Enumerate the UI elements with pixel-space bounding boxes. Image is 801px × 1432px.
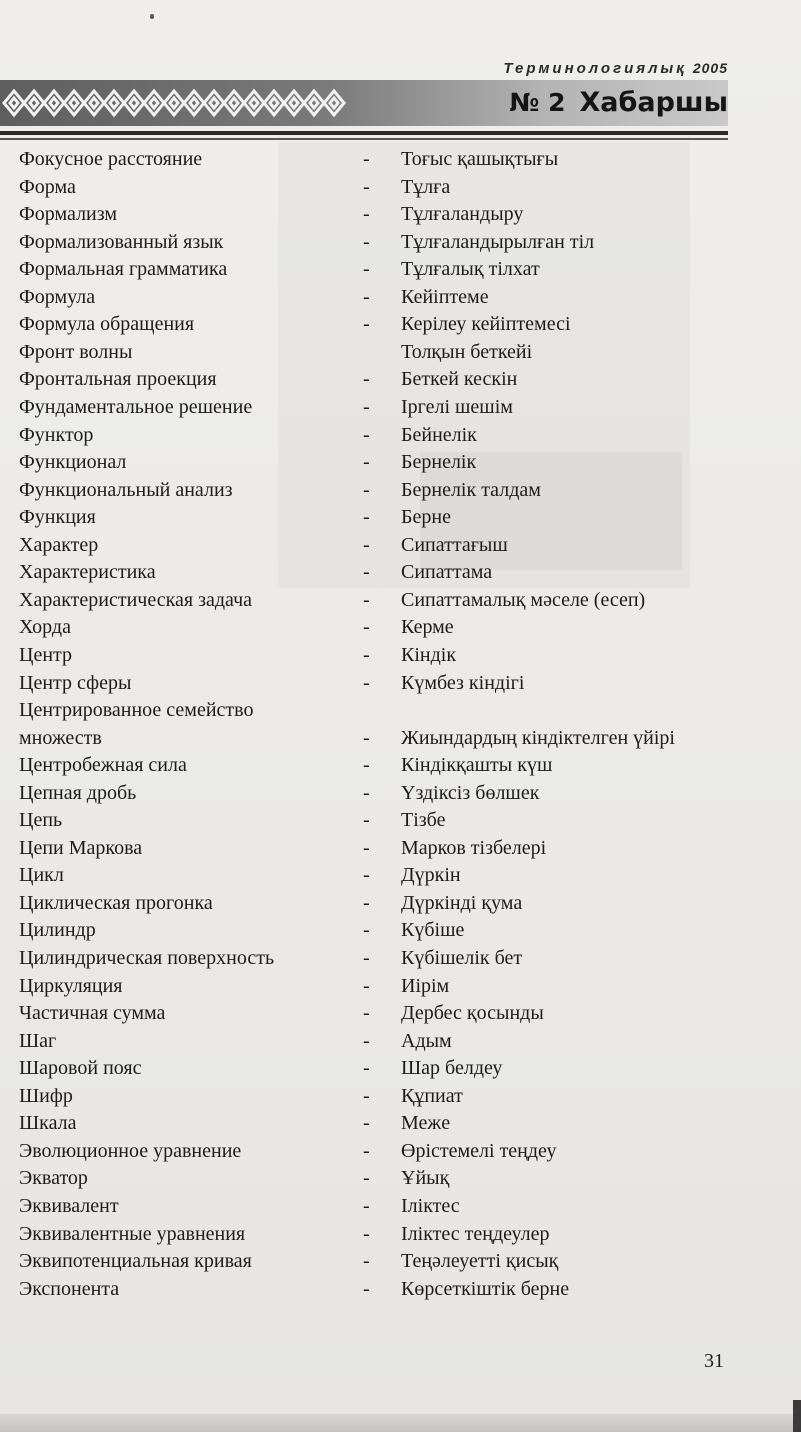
term-dash: - <box>363 1029 370 1052</box>
term-dash: - <box>363 1139 370 1162</box>
glossary-row <box>0 1110 760 1136</box>
term-dash: - <box>363 175 370 198</box>
term-dash: - <box>363 368 370 391</box>
header-rule-thick <box>0 131 728 135</box>
glossary-row <box>0 945 760 971</box>
term-dash: - <box>363 643 370 666</box>
russian-term: Шкала <box>19 1112 77 1135</box>
print-speck <box>150 14 154 19</box>
glossary-row <box>0 890 760 916</box>
kazakh-term: Дербес қосынды <box>401 1002 544 1025</box>
glossary-row <box>0 752 760 778</box>
russian-term: Центробежная сила <box>19 754 187 777</box>
glossary-row <box>0 1083 760 1109</box>
kazakh-term: Шар белдеу <box>401 1057 503 1080</box>
glossary-row <box>0 1000 760 1026</box>
russian-term: Формула <box>19 285 96 308</box>
term-dash: - <box>363 754 370 777</box>
russian-term: Цепь <box>19 809 63 832</box>
russian-term: Эквивалент <box>19 1194 119 1217</box>
kazakh-term: Адым <box>401 1029 452 1052</box>
header-rule-thin <box>0 138 728 140</box>
term-dash: - <box>363 1112 370 1135</box>
term-dash: - <box>363 396 370 418</box>
glossary-row <box>0 973 760 999</box>
term-dash: - <box>363 258 370 281</box>
russian-term: Функционал <box>19 451 127 474</box>
term-dash: - <box>363 506 370 529</box>
term-dash: - <box>363 423 370 446</box>
glossary-row <box>0 1138 760 1164</box>
russian-term: Форма <box>19 175 76 198</box>
kazakh-term: Межe <box>401 1112 451 1135</box>
glossary-row <box>0 339 760 365</box>
kazakh-term: Іргелі шешім <box>401 396 513 418</box>
kazakh-term: Тұлға <box>401 175 451 198</box>
journal-running-title <box>478 60 728 77</box>
issue-heading <box>470 80 728 126</box>
page-bottom-edge <box>0 1414 801 1432</box>
russian-term: Эволюционное уравнение <box>19 1139 242 1162</box>
kazakh-term: Иірім <box>401 974 450 997</box>
glossary-row <box>0 670 760 696</box>
glossary-row <box>0 559 760 585</box>
kazakh-term: Бернелік талдам <box>401 478 541 501</box>
term-dash: - <box>363 533 370 556</box>
kazakh-term: Сипаттама <box>401 561 493 584</box>
term-dash: - <box>363 1167 370 1190</box>
russian-term: множеств <box>19 726 102 749</box>
kazakh-term: Ұйық <box>401 1167 450 1190</box>
russian-term: Центрированное семейство <box>19 699 254 721</box>
glossary-row <box>0 311 760 337</box>
russian-term: Формализм <box>19 203 118 226</box>
kazakh-term: Дүркін <box>401 864 461 887</box>
glossary-row <box>0 1055 760 1081</box>
russian-term: Центр сферы <box>19 671 132 694</box>
term-dash: - <box>363 947 370 969</box>
kazakh-term: Үздіксіз бөлшек <box>401 781 540 804</box>
russian-term: Экспонента <box>19 1277 120 1300</box>
journal-title: Терминологиялық <box>503 60 687 77</box>
glossary-row <box>0 229 760 255</box>
term-dash: - <box>363 561 370 584</box>
glossary-row <box>0 146 760 172</box>
issue-title: Хабаршы <box>579 87 728 118</box>
kazakh-term: Дүркінді қума <box>401 891 523 914</box>
russian-term: Фронт волны <box>19 340 133 363</box>
glossary-row <box>0 394 760 420</box>
glossary-row <box>0 504 760 530</box>
term-dash: - <box>363 1250 370 1272</box>
glossary-row <box>0 366 760 392</box>
glossary-row <box>0 614 760 640</box>
glossary-row <box>0 862 760 888</box>
kazakh-term: Күбіше <box>401 919 465 942</box>
kazakh-term: Беткей кескін <box>401 368 518 391</box>
russian-term: Шаг <box>19 1029 57 1052</box>
kazakh-term: Күбішелік бет <box>401 947 523 969</box>
glossary-row <box>0 422 760 448</box>
glossary-row <box>0 807 760 833</box>
kazakh-term: Тұлғаландырылған тіл <box>401 230 595 253</box>
russian-term: Функциональный анализ <box>19 478 233 501</box>
kazakh-term: Іліктес теңдеулер <box>401 1222 550 1245</box>
glossary-row <box>0 256 760 282</box>
glossary-row <box>0 587 760 613</box>
kazakh-term: Іліктес <box>401 1194 460 1217</box>
kazakh-ornament-icon <box>0 84 350 122</box>
term-dash: - <box>363 809 370 832</box>
kazakh-term: Тұлғаландыру <box>401 203 524 226</box>
russian-term: Характеристическая задача <box>19 588 253 611</box>
russian-term: Цикл <box>19 864 64 887</box>
term-dash: - <box>363 974 370 997</box>
term-dash: - <box>363 919 370 942</box>
page-number: 31 <box>704 1350 724 1372</box>
russian-term: Фокусное расстояние <box>19 148 203 170</box>
russian-term: Циркуляция <box>19 974 123 997</box>
russian-term: Цепи Маркова <box>19 836 143 859</box>
russian-term: Функтор <box>19 423 94 446</box>
russian-term: Циклическая прогонка <box>19 891 213 914</box>
russian-term: Хорда <box>19 616 71 639</box>
russian-term: Характер <box>19 533 99 556</box>
russian-term: Формула обращения <box>19 313 195 336</box>
glossary-row <box>0 1221 760 1247</box>
term-dash: - <box>363 451 370 474</box>
glossary-row <box>0 1028 760 1054</box>
kazakh-term: Бернелік <box>401 451 477 474</box>
term-dash: - <box>363 616 370 639</box>
glossary-row <box>0 201 760 227</box>
term-dash: - <box>363 864 370 887</box>
term-dash: - <box>363 671 370 694</box>
glossary-row <box>0 532 760 558</box>
glossary-row <box>0 780 760 806</box>
russian-term: Эквивалентные уравнения <box>19 1222 246 1245</box>
glossary-row <box>0 1193 760 1219</box>
kazakh-term: Сипаттағыш <box>401 533 508 556</box>
kazakh-term: Құпиат <box>401 1084 463 1107</box>
issue-number: № 2 <box>509 88 566 117</box>
glossary-row <box>0 449 760 475</box>
term-dash: - <box>363 891 370 914</box>
russian-term: Частичная сумма <box>19 1002 166 1025</box>
glossary-row <box>0 725 760 751</box>
term-dash: - <box>363 285 370 308</box>
page-corner-shadow <box>793 1400 801 1432</box>
glossary-row <box>0 174 760 200</box>
kazakh-term: Марков тізбелері <box>401 836 547 859</box>
kazakh-term: Өрістемелі теңдеу <box>401 1139 557 1162</box>
russian-term: Экватор <box>19 1167 88 1190</box>
kazakh-term: Кіндікқашты күш <box>401 754 553 777</box>
kazakh-term: Тоғыс қашықтығы <box>401 148 559 170</box>
russian-term: Формализованный язык <box>19 230 224 253</box>
kazakh-term: Кіндік <box>401 643 457 666</box>
term-dash: - <box>363 1277 370 1300</box>
kazakh-term: Толқын беткейі <box>401 340 533 363</box>
term-dash: - <box>363 203 370 226</box>
glossary-row <box>0 642 760 668</box>
term-dash: - <box>363 588 370 611</box>
term-dash: - <box>363 313 370 336</box>
kazakh-term: Бейнелік <box>401 423 477 446</box>
term-dash: - <box>363 726 370 749</box>
russian-term: Шаровой пояс <box>19 1057 142 1080</box>
term-dash: - <box>363 1084 370 1107</box>
russian-term: Шифр <box>19 1084 73 1107</box>
kazakh-term: Керме <box>401 616 454 639</box>
kazakh-term: Тізбе <box>401 809 446 832</box>
russian-term: Функция <box>19 506 96 529</box>
glossary-row <box>0 1276 760 1302</box>
glossary-row <box>0 835 760 861</box>
russian-term: Характеристика <box>19 561 156 584</box>
term-dash: - <box>363 478 370 501</box>
glossary-row <box>0 284 760 310</box>
kazakh-term: Теңәлеуетті қисық <box>401 1250 559 1272</box>
russian-term: Фундаментальное решение <box>19 396 253 418</box>
term-dash: - <box>363 1002 370 1025</box>
term-dash: - <box>363 1222 370 1245</box>
term-dash: - <box>363 1194 370 1217</box>
russian-term: Фронтальная проекция <box>19 368 217 391</box>
term-dash: - <box>363 1057 370 1080</box>
glossary-row <box>0 1248 760 1274</box>
glossary-row <box>0 1165 760 1191</box>
russian-term: Цилиндр <box>19 919 96 942</box>
kazakh-term: Сипаттамалық мәселе (есеп) <box>401 588 646 611</box>
kazakh-term: Көрсеткіштік берне <box>401 1277 570 1300</box>
russian-term: Центр <box>19 643 73 666</box>
term-dash: - <box>363 148 370 170</box>
kazakh-term: Керілеу кейіптемесі <box>401 313 571 336</box>
glossary-row <box>0 917 760 943</box>
kazakh-term: Күмбез кіндігі <box>401 671 525 694</box>
kazakh-term: Берне <box>401 506 451 529</box>
term-dash: - <box>363 836 370 859</box>
russian-term: Цилиндрическая поверхность <box>19 947 275 969</box>
term-dash: - <box>363 781 370 804</box>
journal-year: 2005 <box>692 60 728 76</box>
kazakh-term: Жиындардың кіндіктелген үйірі <box>401 726 675 749</box>
russian-term: Формальная грамматика <box>19 258 228 281</box>
kazakh-term: Тұлғалық тілхат <box>401 258 540 281</box>
term-dash: - <box>363 230 370 253</box>
kazakh-term: Кейіптеме <box>401 285 489 308</box>
russian-term: Эквипотенциальная кривая <box>19 1250 252 1272</box>
glossary-row <box>0 697 760 723</box>
russian-term: Цепная дробь <box>19 781 137 804</box>
glossary-row <box>0 477 760 503</box>
